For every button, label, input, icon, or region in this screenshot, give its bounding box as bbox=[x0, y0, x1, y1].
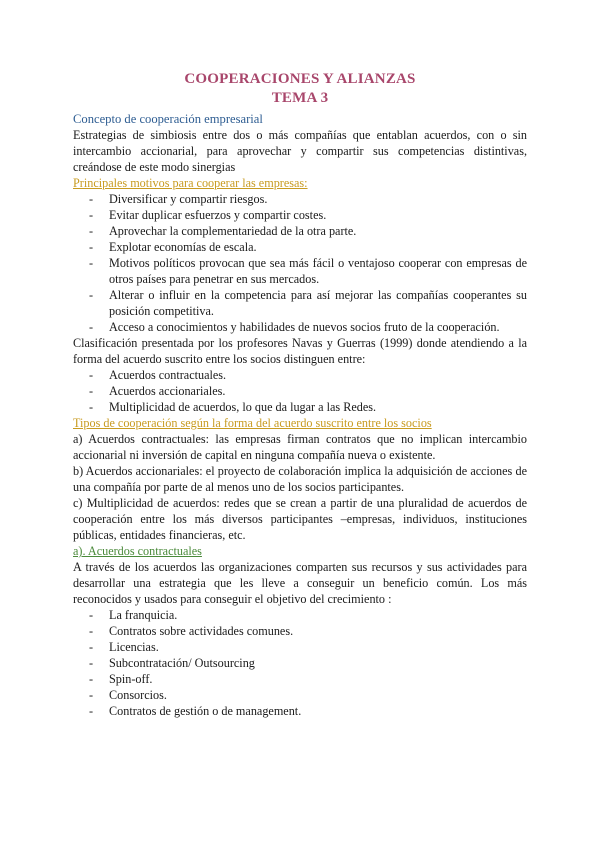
dash-bullet: - bbox=[89, 400, 94, 414]
document-title bbox=[73, 70, 527, 108]
contractual-heading: a). Acuerdos contractuales bbox=[73, 544, 202, 558]
motives-heading: Principales motivos para cooperar las empresas: bbox=[73, 176, 308, 190]
list-item: - Alterar o influir en la competencia para así mejorar las compañías cooperantes su posición competitiva. bbox=[89, 288, 527, 318]
dash-bullet: - bbox=[89, 208, 94, 222]
motives-list bbox=[73, 191, 527, 335]
list-item: - Explotar economías de escala. bbox=[89, 240, 257, 254]
classification-list bbox=[73, 367, 527, 415]
dash-bullet: - bbox=[89, 640, 94, 654]
list-item: - Acuerdos contractuales. bbox=[89, 368, 227, 382]
type-b-paragraph: b) Acuerdos accionariales: el proyecto de colaboración implica la adquisición de acciones de una compañía por parte de al menos uno de los socios participantes. bbox=[73, 464, 527, 494]
list-item: - Consorcios. bbox=[89, 688, 167, 702]
title-line-2: TEMA 3 bbox=[271, 90, 329, 106]
dash-bullet: - bbox=[89, 608, 94, 622]
contractual-list bbox=[73, 607, 527, 719]
list-item: - Motivos políticos provocan que sea más fácil o ventajoso cooperar con empresas de otros países para penetrar en sus mercados. bbox=[89, 256, 527, 286]
list-item: - Diversificar y compartir riesgos. bbox=[89, 192, 268, 206]
type-c-paragraph: c) Multiplicidad de acuerdos: redes que se crean a partir de una pluralidad de acuerdos de cooperación entre los más diversos participantes –empresas, individuos, instituciones públicas, entidades financieras, etc. bbox=[73, 496, 527, 542]
list-item: - La franquicia. bbox=[89, 608, 178, 622]
list-item: - Subcontratación/ Outsourcing bbox=[89, 656, 255, 670]
dash-bullet: - bbox=[89, 224, 94, 238]
list-item: - Contratos de gestión o de management. bbox=[89, 704, 302, 718]
classification-paragraph: Clasificación presentada por los profesores Navas y Guerras (1999) donde atendiendo a la forma del acuerdo suscrito entre los socios distinguen entre: bbox=[73, 336, 527, 366]
dash-bullet: - bbox=[89, 672, 94, 686]
dash-bullet: - bbox=[89, 288, 94, 302]
list-item: - Evitar duplicar esfuerzos y compartir costes. bbox=[89, 208, 327, 222]
dash-bullet: - bbox=[89, 704, 94, 718]
document-page bbox=[73, 70, 527, 719]
dash-bullet: - bbox=[89, 368, 94, 382]
list-item: - Licencias. bbox=[89, 640, 159, 654]
dash-bullet: - bbox=[89, 688, 94, 702]
concept-paragraph: Estrategias de simbiosis entre dos o más compañías que entablan acuerdos, con o sin intercambio accionarial, para aprovechar y compartir sus competencias distintivas, creándose de este modo sinergias bbox=[73, 128, 527, 174]
list-item: - Acceso a conocimientos y habilidades de nuevos socios fruto de la cooperación. bbox=[89, 320, 500, 334]
concept-heading: Concepto de cooperación empresarial bbox=[73, 112, 263, 126]
list-item: - Multiplicidad de acuerdos, lo que da lugar a las Redes. bbox=[89, 400, 377, 414]
dash-bullet: - bbox=[89, 192, 94, 206]
types-heading: Tipos de cooperación según la forma del acuerdo suscrito entre los socios bbox=[73, 416, 432, 430]
dash-bullet: - bbox=[89, 256, 94, 270]
title-line-1: COOPERACIONES Y ALIANZAS bbox=[184, 71, 416, 87]
list-item: - Acuerdos accionariales. bbox=[89, 384, 226, 398]
type-a-paragraph: a) Acuerdos contractuales: las empresas firman contratos que no implican intercambio accionarial ni inversión de capital en ninguna compañía nueva o existente. bbox=[73, 432, 527, 462]
dash-bullet: - bbox=[89, 240, 94, 254]
dash-bullet: - bbox=[89, 624, 94, 638]
list-item: - Contratos sobre actividades comunes. bbox=[89, 624, 294, 638]
dash-bullet: - bbox=[89, 384, 94, 398]
list-item: - Spin-off. bbox=[89, 672, 153, 686]
list-item: - Aprovechar la complementariedad de la otra parte. bbox=[89, 224, 357, 238]
dash-bullet: - bbox=[89, 656, 94, 670]
dash-bullet: - bbox=[89, 320, 94, 334]
contractual-paragraph: A través de los acuerdos las organizaciones comparten sus recursos y sus actividades para desarrollar una estrategia que les lleve a conseguir un beneficio común. Los más reconocidos y usados para conseguir el objetivo del crecimiento : bbox=[73, 560, 527, 606]
